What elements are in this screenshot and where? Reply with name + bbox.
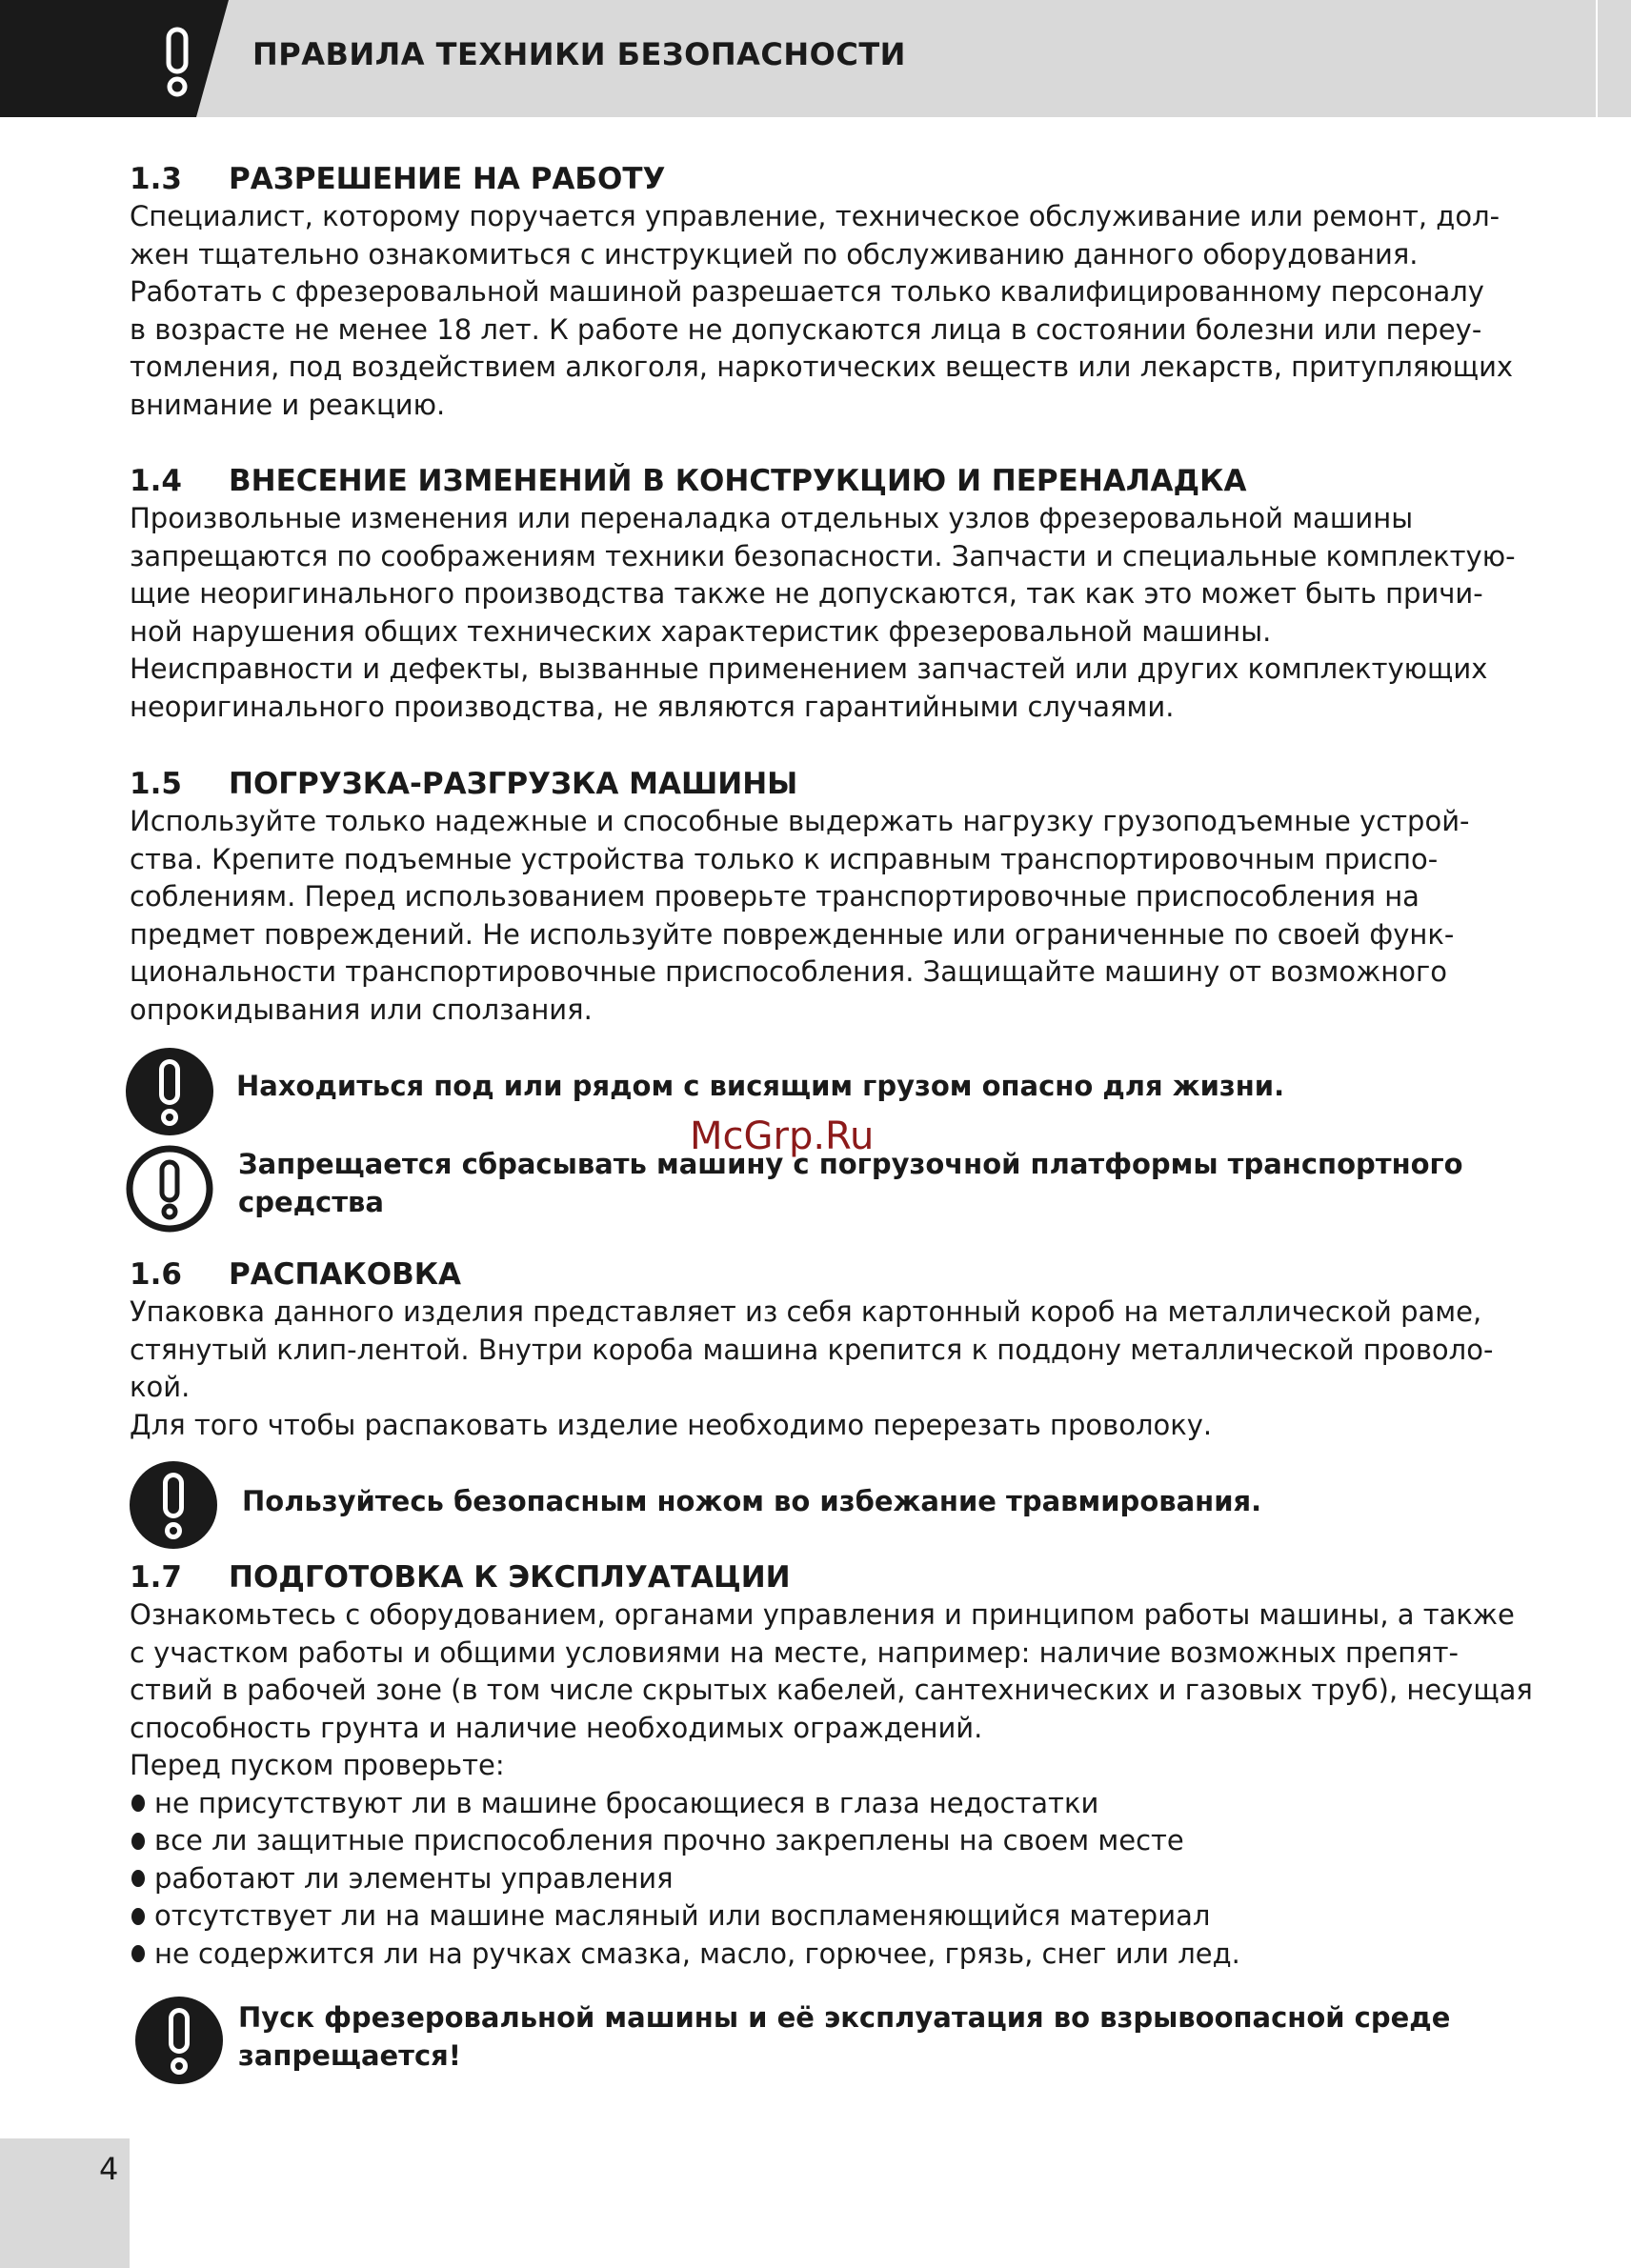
text-line: ствий в рабочей зоне (в том числе скрытых кабелей, сантехнических и газовых труб), несущая xyxy=(130,1674,1533,1706)
section-number: 1.7 xyxy=(130,1560,182,1595)
bullet-icon xyxy=(131,1795,145,1812)
text-line: стянутый клип-лентой. Внутри короба машина крепится к поддону металлической проволо- xyxy=(130,1333,1494,1366)
list-item-text: все ли защитные приспособления прочно закреплены на своем месте xyxy=(154,1824,1184,1857)
warning-do-not-drop xyxy=(124,1143,1463,1234)
text-line: Произвольные изменения или переналадка отдельных узлов фрезеровальной машины xyxy=(130,502,1414,534)
section-1-4 xyxy=(130,462,1516,726)
section-text xyxy=(130,500,1516,726)
list-item-text: отсутствует ли на машине масляный или воспламеняющийся материал xyxy=(154,1899,1211,1932)
text-line: Упаковка данного изделия представляет из себя картонный короб на металлической раме, xyxy=(130,1295,1482,1328)
bullet-icon xyxy=(131,1945,145,1962)
list-item xyxy=(130,1936,1454,1974)
text-line: Пуск фрезеровальной машины и её эксплуатация во взрывоопасной среде xyxy=(238,2001,1451,2034)
text-line: щие неоригинального производства также не допускаются, так как это может быть причи- xyxy=(130,577,1483,610)
list-item xyxy=(130,1785,1454,1823)
exclamation-filled-icon xyxy=(128,1459,219,1551)
text-line: соблениям. Перед использованием проверьте транспортировочные приспособления на xyxy=(130,880,1420,913)
text-line: Специалист, которому поручается управление, техническое обслуживание или ремонт, дол- xyxy=(130,200,1500,232)
text-line: неоригинального производства, не являются гарантийными случаями. xyxy=(130,690,1175,723)
warning-text xyxy=(242,1482,1261,1520)
text-line: внимание и реакцию. xyxy=(130,388,446,421)
section-title: РАЗРЕШЕНИЕ НА РАБОТУ xyxy=(229,162,666,196)
section-heading xyxy=(130,160,1454,198)
exclamation-outline-icon xyxy=(160,27,194,99)
text-line: кой. xyxy=(130,1371,191,1403)
text-line: Ознакомьтесь с оборудованием, органами управления и принципом работы машины, а также xyxy=(130,1598,1515,1631)
section-number: 1.4 xyxy=(130,464,182,498)
section-1-7 xyxy=(130,1558,1533,1973)
section-heading xyxy=(130,1558,1454,1596)
section-heading xyxy=(130,462,1454,500)
text-line: ной нарушения общих технических характеристик фрезеровальной машины. xyxy=(130,614,1272,648)
text-line: запрещается! xyxy=(238,2039,462,2072)
section-title: ПОГРУЗКА-РАЗГРУЗКА МАШИНЫ xyxy=(229,767,798,801)
section-text xyxy=(130,803,1470,1029)
text-line: Работать с фрезеровальной машиной разрешается только квалифицированному персоналу xyxy=(130,275,1484,308)
page-number: 4 xyxy=(99,2151,119,2187)
text-line: жен тщательно ознакомиться с инструкцией по обслуживанию данного оборудования. xyxy=(130,237,1419,271)
text-line: ства. Крепите подъемные устройства только к исправным транспортировочным приспо- xyxy=(130,842,1439,875)
section-number: 1.5 xyxy=(130,767,182,801)
bullet-icon xyxy=(131,1833,145,1850)
section-text xyxy=(130,1596,1533,1785)
warning-text xyxy=(238,1145,1463,1221)
text-line: циональности транспортировочные приспособления. Защищайте машину от возможного xyxy=(130,955,1447,988)
text-line: Запрещается сбрасывать машину с погрузочной платформы транспортного xyxy=(238,1148,1463,1180)
text-line: опрокидывания или сползания. xyxy=(130,993,593,1026)
section-text xyxy=(130,1294,1494,1444)
exclamation-filled-icon xyxy=(133,1995,225,2086)
warning-text xyxy=(238,1998,1450,2075)
text-line: способность грунта и наличие необходимых ограждений. xyxy=(130,1711,983,1744)
warning-safe-knife xyxy=(128,1459,1261,1551)
checklist xyxy=(130,1785,1454,1974)
section-heading xyxy=(130,765,1454,803)
bullet-icon xyxy=(131,1870,145,1887)
text-line: Для того чтобы распаковать изделие необходимо перерезать проволоку. xyxy=(130,1408,1213,1441)
text-line: в возрасте не менее 18 лет. К работе не допускаются лица в состоянии болезни или переу- xyxy=(130,312,1482,346)
watermark: McGrp.Ru xyxy=(690,1114,875,1158)
exclamation-outline-icon xyxy=(124,1143,215,1234)
text-line: запрещаются по соображениям техники безопасности. Запчасти и специальные комплектую- xyxy=(130,539,1516,572)
header-divider xyxy=(1596,0,1598,117)
warning-explosive-environment xyxy=(133,1995,1450,2086)
text-line: Пользуйтесь безопасным ножом во избежание травмирования. xyxy=(242,1485,1262,1517)
text-line: с участком работы и общими условиями на месте, например: наличие возможных препят- xyxy=(130,1636,1459,1669)
list-item xyxy=(130,1822,1454,1860)
text-line: предмет повреждений. Не используйте поврежденные или ограниченные по своей функ- xyxy=(130,917,1455,951)
list-item xyxy=(130,1897,1454,1936)
exclamation-filled-icon xyxy=(124,1046,215,1137)
text-line: средства xyxy=(238,1186,384,1218)
text-line: томления, под воздействием алкоголя, наркотических веществ или лекарств, притупляющих xyxy=(130,351,1514,383)
list-item-text: не присутствуют ли в машине бросающиеся в глаза недостатки xyxy=(154,1786,1099,1819)
section-title: РАСПАКОВКА xyxy=(229,1257,462,1292)
section-1-5 xyxy=(130,765,1470,1029)
text-line: Неисправности и дефекты, вызванные применением запчастей или других комплектующих xyxy=(130,652,1488,685)
section-text xyxy=(130,198,1514,424)
bullet-icon xyxy=(131,1908,145,1925)
section-title: ВНЕСЕНИЕ ИЗМЕНЕНИЙ В КОНСТРУКЦИЮ И ПЕРЕНАЛАДКА xyxy=(229,464,1247,498)
section-number: 1.6 xyxy=(130,1257,182,1292)
section-number: 1.3 xyxy=(130,162,182,196)
list-item-text: работают ли элементы управления xyxy=(154,1861,674,1895)
section-title: ПОДГОТОВКА К ЭКСПЛУАТАЦИИ xyxy=(229,1560,791,1595)
header-title: ПРАВИЛА ТЕХНИКИ БЕЗОПАСНОСТИ xyxy=(252,36,906,72)
header-black-wedge xyxy=(196,0,229,117)
text-line: Используйте только надежные и способные выдержать нагрузку грузоподъемные устрой- xyxy=(130,805,1470,837)
section-heading xyxy=(130,1255,1454,1294)
text-line: Находиться под или рядом с висящим грузом опасно для жизни. xyxy=(236,1070,1285,1102)
text-line: Перед пуском проверьте: xyxy=(130,1749,505,1781)
section-1-6 xyxy=(130,1255,1494,1444)
section-1-3 xyxy=(130,160,1514,424)
list-item-text: не содержится ли на ручках смазка, масло, горючее, грязь, снег или лед. xyxy=(154,1937,1240,1970)
warning-text xyxy=(236,1067,1284,1105)
list-item xyxy=(130,1860,1454,1898)
